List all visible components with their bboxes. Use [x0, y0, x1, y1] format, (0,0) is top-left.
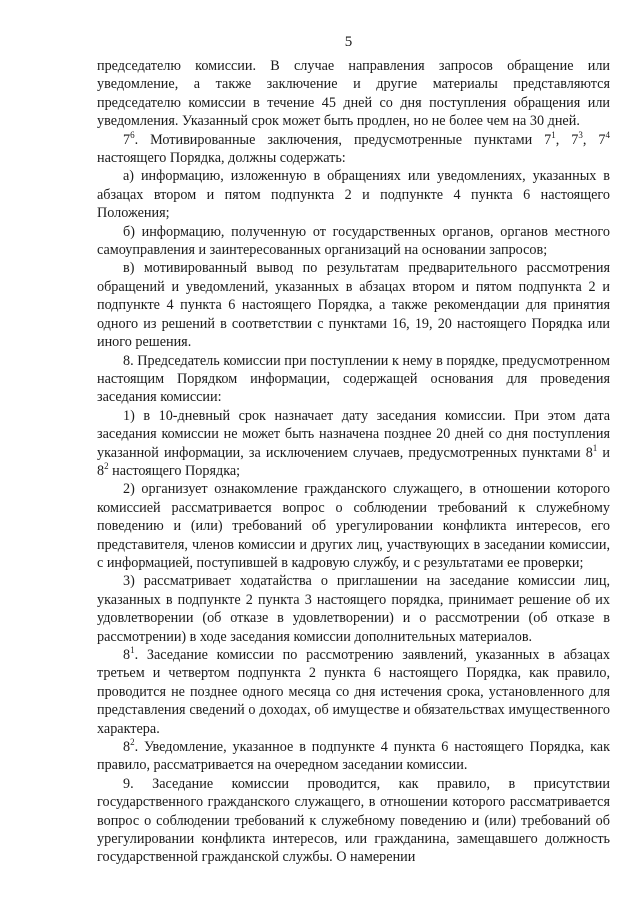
paragraph: б) информацию, полученную от государственных органов, органов местного самоуправления и заинтересованных организаций на основании запросов;	[97, 223, 610, 259]
paragraph: 8. Председатель комиссии при поступлении к нему в порядке, предусмотренном настоящим Порядком информации, содержащей основания для проведения заседания комиссии:	[97, 352, 610, 406]
page-number: 5	[344, 34, 353, 50]
paragraph: $7^6$. Мотивированные заключения, предусмотренные пунктами $7^1$, $7^3$, $7^4$ настоящего Порядка, должны содержать:	[97, 129, 611, 167]
paragraph: 9. Заседание комиссии проводится, как правило, в присутствии государственного гражданского служащего, в отношении которого рассматривается вопрос о соблюдении требований к служебному поведению и (или) требований об урегулировании конфликта интересов, или гражданина, замещавшего должность государственной гражданской службы. О намерении	[97, 775, 610, 866]
paragraph: в) мотивированный вывод по результатам предварительного рассмотрения обращений и уведомлений, указанных в абзацах втором и пятом подпункта 2 и подпункте 4 пункта 6 настоящего Порядка, а также рекомендации для принятия одного из решений в соответствии с пунктами 16, 19, 20 настоящего Порядка или иного решения.	[97, 260, 610, 351]
paragraph: 1) в 10-дневный срок назначает дату заседания комиссии. При этом дата заседания комиссии не может быть назначена позднее 20 дней со дня поступления указанной информации, за исключением случаев, предусмотренных пунктами $8^1$ и $8^2$ настоящего Порядка;	[97, 407, 610, 479]
paragraph: а) информацию, изложенную в обращениях или уведомлениях, указанных в абзацах втором и пятом подпункта 2 и подпункте 4 пункта 6 настоящего Положения;	[97, 168, 610, 222]
paragraph: 2) организует ознакомление гражданского служащего, в отношении которого комиссией рассматривается вопрос о соблюдении требований к служебному поведению и (или) требований об урегулировании конфликта интересов, его представителя, членов комиссии и других лиц, участвующих в заседании комиссии, с информацией, поступившей в кадровую службу, и с результатами ее проверки;	[97, 481, 610, 571]
paragraph: $8^1$. Заседание комиссии по рассмотрению заявлений, указанных в абзацах третьем и четвертом подпункта 2 пункта 6 настоящего Порядка, как правило, проводится не позднее одного месяца со дня истечения срока, установленного для представления сведений о доходах, об имуществе и обязательствах имущественного характера.	[97, 645, 610, 737]
paragraph: председателю комиссии. В случае направления запросов обращение или уведомление, а также заключение и другие материалы представляются председателю комиссии в течение 45 дней со дня поступления обращения или уведомления. Указанный срок может быть продлен, но не более чем на 30 дней.	[97, 58, 610, 130]
paragraph: $8^2$. Уведомление, указанное в подпункте 4 пункта 6 настоящего Порядка, как правило, рассматривается на очередном заседании комиссии.	[97, 737, 610, 774]
paragraph: 3) рассматривает ходатайства о приглашении на заседание комиссии лиц, указанных в подпункте 2 пункта 3 настоящего порядка, принимает решение об их удовлетворении (об отказе в удовлетворении) и о рассмотрении (об отказе в рассмотрении) в ходе заседания комиссии дополнительных материалов.	[97, 573, 610, 645]
